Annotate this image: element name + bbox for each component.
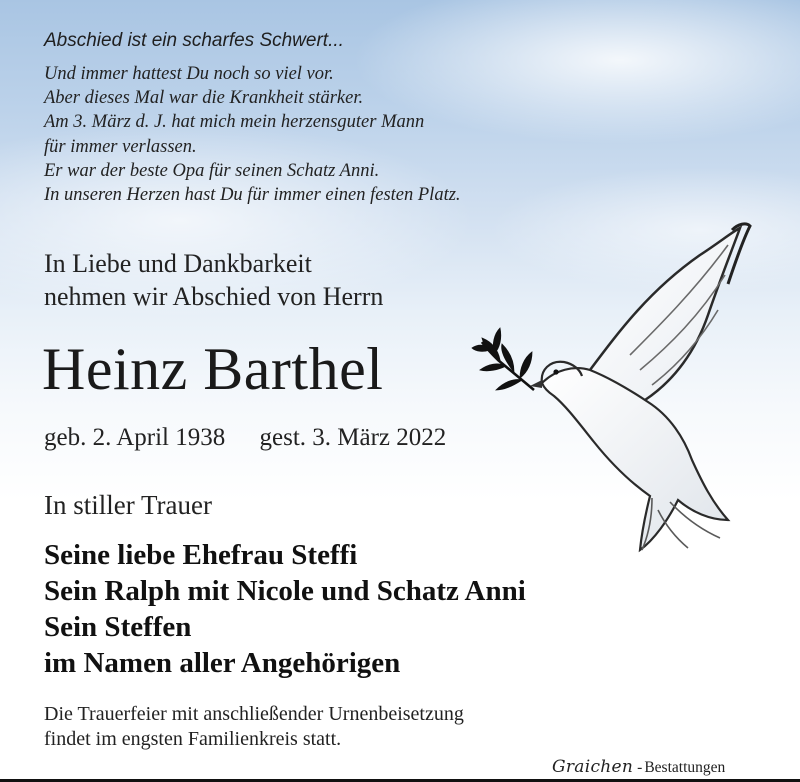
mourner-line: im Namen aller Angehörigen <box>44 647 401 679</box>
mourner-line: Sein Steffen <box>44 611 192 643</box>
motto-title: Abschied ist ein scharfes Schwert... <box>44 30 344 51</box>
birth-date: geb. 2. April 1938 <box>44 424 226 451</box>
deceased-name: Heinz Barthel <box>42 336 384 402</box>
death-date: gest. 3. März 2022 <box>259 424 447 451</box>
poem-line: Er war der beste Opa für seinen Schatz Anni. <box>44 160 380 181</box>
funeral-home-name: Graichen <box>552 757 634 777</box>
motto-poem <box>44 62 461 207</box>
intro-line: nehmen wir Abschied von Herrn <box>44 282 384 311</box>
mourners-list <box>44 537 526 681</box>
dove-with-olive-branch-icon <box>470 220 770 560</box>
dove-eye <box>553 369 558 374</box>
poem-line: Aber dieses Mal war die Krankheit stärker. <box>44 88 364 109</box>
service-line: findet im engsten Familienkreis statt. <box>44 728 342 750</box>
funeral-home-credit <box>552 757 725 777</box>
life-dates <box>44 424 446 452</box>
service-line: Die Trauerfeier mit anschließender Urnenbeisetzung <box>44 703 464 725</box>
service-note <box>44 702 464 752</box>
funeral-home-suffix: Bestattungen <box>644 759 726 776</box>
farewell-intro <box>44 247 383 313</box>
intro-line: In Liebe und Dankbarkeit <box>44 249 312 278</box>
poem-line: In unseren Herzen hast Du für immer einen festen Platz. <box>44 185 461 206</box>
poem-line: Und immer hattest Du noch so viel vor. <box>44 64 334 84</box>
poem-line: für immer verlassen. <box>44 136 197 157</box>
funeral-home-separator: - <box>637 759 643 776</box>
poem-line: Am 3. März d. J. hat mich mein herzensguter Mann <box>44 112 425 133</box>
mourner-line: Sein Ralph mit Nicole und Schatz Anni <box>44 575 526 607</box>
mourner-line: Seine liebe Ehefrau Steffi <box>44 539 358 571</box>
mourning-intro: In stiller Trauer <box>44 490 212 520</box>
dove-body-shape <box>542 368 728 550</box>
